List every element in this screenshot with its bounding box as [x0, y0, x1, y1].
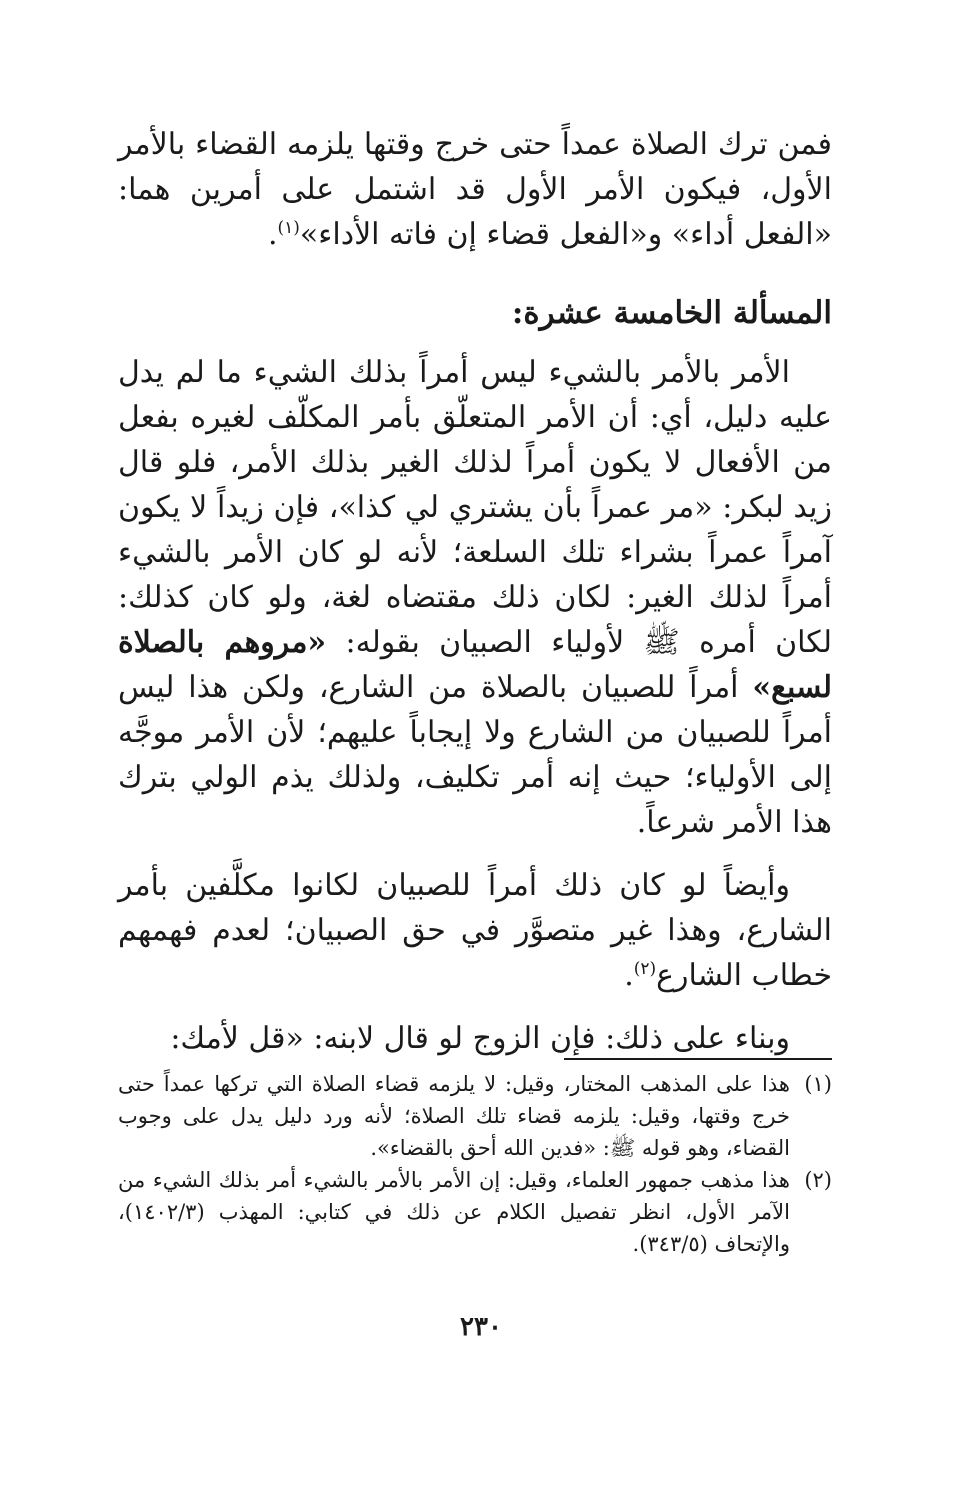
paragraph-2: [118, 350, 832, 845]
footnotes: [118, 1068, 832, 1260]
hadith-quote: «مروهم بالصلاة لسبع»: [118, 625, 832, 705]
footnote-2: [118, 1164, 832, 1260]
paragraph-2-text-a: الأمر بالأمر بالشيء ليس أمراً بذلك الشيء ما لم يدل عليه دليل، أي: أن الأمر المتعلّق بأمر المكلّف لغيره بفعل من الأفعال لا يكون أمراً لذلك الغير بذلك الأمر، فلو قال زيد لبكر: «مر عمراً بأن يشتري لي كذا»، فإن زيداً لا يكون آمراً عمراً بشراء تلك السلعة؛ لأنه لو كان الأمر بالشيء أمراً لذلك الغير: لكان ذلك مقتضاه لغة، ولو كان كذلك: لكان أمره ﷺ لأولياء الصبيان بقوله:: [118, 355, 832, 660]
footnote-number: (١): [804, 1072, 832, 1096]
page-number: ٢٣٠: [460, 1312, 502, 1342]
paragraph-2-text-b: أمراً للصبيان بالصلاة من الشارع، ولكن هذا ليس أمراً للصبيان من الشارع ولا إيجاباً عليهم؛ لأن الأمر موجَّه إلى الأولياء؛ حيث إنه أمر تكليف، ولذلك يذم الولي بترك هذا الأمر شرعاً.: [118, 670, 832, 840]
footnote-text: هذا مذهب جمهور العلماء، وقيل: إن الأمر بالأمر بالشيء أمر بذلك الشيء من الآمر الأول، انظر تفصيل الكلام عن ذلك في كتابي: المهذب (١٤٠٢/٣)، والإتحاف (٣٤٣/٥).: [118, 1168, 790, 1256]
paragraph-3-end: .: [624, 958, 634, 993]
main-text: [118, 122, 832, 1061]
paragraph-1-end: .: [267, 217, 278, 252]
footnote-ref-1: (١): [277, 218, 300, 238]
paragraph-4-text: وبناء على ذلك: فإن الزوج لو قال لابنه: «قل لأمك:: [170, 1021, 790, 1056]
paragraph-3-text: وأيضاً لو كان ذلك أمراً للصبيان لكانوا مكلَّفين بأمر الشارع، وهذا غير متصوَّر في حق الصبيان؛ لعدم فهمهم خطاب الشارع: [118, 868, 832, 993]
spacer: [118, 845, 832, 863]
footnote-number: (٢): [804, 1168, 832, 1192]
footnote-1: [118, 1068, 832, 1164]
footnote-ref-2: (٢): [633, 959, 657, 979]
section-heading: المسألة الخامسة عشرة:: [511, 295, 832, 331]
paragraph-4: [118, 1016, 832, 1061]
footnote-text: هذا على المذهب المختار، وقيل: لا يلزمه قضاء الصلاة التي تركها عمداً حتى خرج وقتها، وقيل: يلزمه قضاء تلك الصلاة؛ لأنه ورد دليل يدل على وجوب القضاء، وهو قوله ﷺ: «فدين الله أحق بالقضاء».: [118, 1072, 790, 1160]
paragraph-3: [118, 863, 832, 998]
paragraph-1: [118, 122, 832, 257]
footnote-divider: [564, 1058, 832, 1060]
spacer: [118, 998, 832, 1016]
paragraph-1-text: فمن ترك الصلاة عمداً حتى خرج وقتها يلزمه القضاء بالأمر الأول، فيكون الأمر الأول قد اشتمل على أمرين هما: «الفعل أداء» و«الفعل قضاء إن فاته الأداء»: [118, 127, 832, 252]
